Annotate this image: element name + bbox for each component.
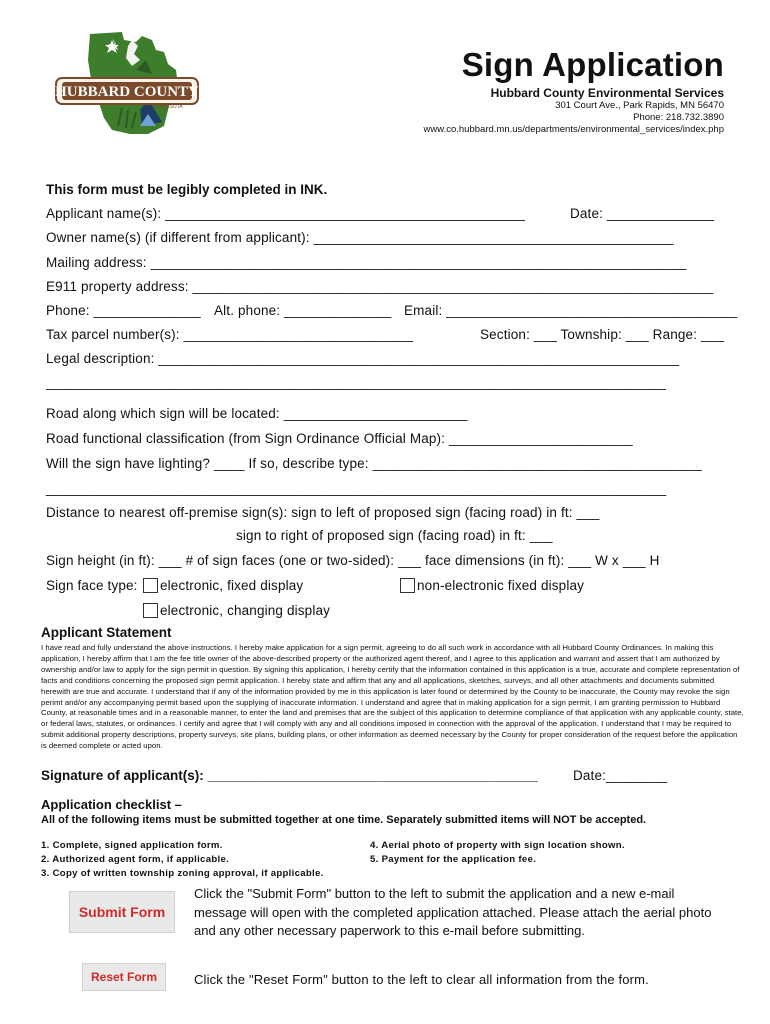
distance-left-field[interactable]: Distance to nearest off-premise sign(s): sign to left of proposed sign (facing road) in ft: ___ xyxy=(46,505,600,520)
signature-field[interactable]: Signature of applicant(s): ____________________________________________ xyxy=(41,768,538,783)
reset-instructions: Click the "Reset Form" button to the left to clear all information from the form. xyxy=(194,972,649,987)
email-field[interactable]: Email: ______________________________________ xyxy=(404,303,738,318)
e911-address-field[interactable]: E911 property address: ____________________________________________________________________ xyxy=(46,279,714,294)
face-option-label: electronic, fixed display xyxy=(160,578,304,593)
owner-name-field[interactable]: Owner name(s) (if different from applicant): _______________________________________________ xyxy=(46,230,674,245)
submit-instructions: Click the "Submit Form" button to the left to submit the application and a new e-mail message will open with the completed application attached. Please attach the aerial photo and any other necessary paperwork to this e-mail before submitting. xyxy=(194,886,712,938)
checklist-heading: Application checklist – xyxy=(41,797,182,812)
department-website[interactable]: www.co.hubbard.mn.us/departments/environmental_services/index.php xyxy=(423,124,724,135)
ink-notice: This form must be legibly completed in INK. xyxy=(46,182,328,197)
reset-form-button[interactable]: Reset Form xyxy=(82,963,166,991)
checkbox[interactable] xyxy=(400,578,415,593)
checklist-subheading: All of the following items must be submitted together at one time. Separately submitted items will NOT be accepted. xyxy=(41,814,647,826)
lighting-field[interactable]: Will the sign have lighting? ____ If so, describe type: ___________________________________________ xyxy=(46,456,702,471)
road-classification-field[interactable]: Road functional classification (from Sign Ordinance Official Map): ________________________ xyxy=(46,431,633,446)
checklist-item: 2. Authorized agent form, if applicable. xyxy=(41,854,230,865)
alt-phone-field[interactable]: Alt. phone: ______________ xyxy=(214,303,392,318)
checklist-item: 1. Complete, signed application form. xyxy=(41,840,223,851)
face-option-electronic-fixed[interactable] xyxy=(143,578,303,593)
face-option-label: electronic, changing display xyxy=(160,603,331,618)
road-location-field[interactable]: Road along which sign will be located: ________________________ xyxy=(46,406,468,421)
lighting-line-2[interactable]: _________________________________________________________________________________ xyxy=(46,481,667,496)
applicant-statement-text: I have read and fully understand the above instructions. I hereby make application for a sign permit, agreeing to do all such work in accordance with all Hubbard County Ordinances. In making this application, I hereby affirm that I am the fee title owner of the above-described property or the authorized agent thereof, and I agree to this application and warrant and assert that I am authorized by ownership and/or law to apply for the sign permit in question. By signing this application, I hereby certify that the information contained in this application is a true, accurate and complete representation of facts and conditions concerning the proposed sign permit application. I hereby state and affirm that any and all applications, sketches, surveys, and all other attachments and documents submitted herewith are true and accurate. I understand that if any of the information provided by me in this application is later found or determined by the County to be inaccurate, the County may revoke the sign perimt and/or any accompanying permit based upon the supplying of inaccurate information. I understand and agree that in making application for a sign permit, I am granting permission to Hubbard County, at reasonable times and in a reasonable manner, to enter the land and premises that are the subject of this application to determine compliance of that application with any applicable county, state, or federal laws, statutes, or ordinances. I certify and agree that I will comply with any and all conditions imposed in connection with the approval of the application. I understand that I may be required to submit additional property descriptions, property surveys, site plans, building plans, or other information as deemed necessary by the County for proper consideration of the request before the application is deemed complete or acted upon. xyxy=(41,643,744,751)
face-option-non-electronic[interactable] xyxy=(400,578,584,593)
section-township-range-field[interactable]: Section: ___ Township: ___ Range: ___ xyxy=(480,327,724,342)
logo-subtext: MINNESOTA xyxy=(153,104,183,110)
applicant-statement-heading: Applicant Statement xyxy=(41,625,172,640)
tax-parcel-field[interactable]: Tax parcel number(s): ______________________________ xyxy=(46,327,414,342)
checkbox[interactable] xyxy=(143,603,158,618)
distance-right-field[interactable]: sign to right of proposed sign (facing road) in ft: ___ xyxy=(236,528,553,543)
legal-description-line-2[interactable]: _________________________________________________________________________________ xyxy=(46,375,667,390)
phone-field[interactable]: Phone: ______________ xyxy=(46,303,201,318)
page-title: Sign Application xyxy=(461,46,724,83)
date-field[interactable]: Date: ______________ xyxy=(570,206,715,221)
applicant-name-field[interactable]: Applicant name(s): _______________________________________________ xyxy=(46,206,526,221)
checklist-item: 3. Copy of written township zoning approval, if applicable. xyxy=(41,868,324,879)
face-option-label: non-electronic fixed display xyxy=(417,578,585,593)
sign-dimensions-field[interactable]: Sign height (in ft): ___ # of sign faces (one or two-sided): ___ face dimensions (in ft): ___ W x ___ H xyxy=(46,553,660,568)
checklist-item: 5. Payment for the application fee. xyxy=(370,854,537,865)
submit-form-button[interactable]: Submit Form xyxy=(69,891,175,933)
face-type-label: Sign face type: xyxy=(46,578,138,593)
department-phone: Phone: 218.732.3890 xyxy=(633,112,724,123)
signature-date-field[interactable]: Date:________ xyxy=(573,768,668,783)
department-address: 301 Court Ave., Park Rapids, MN 56470 xyxy=(555,100,724,111)
legal-description-field[interactable]: Legal description: ____________________________________________________________________ xyxy=(46,351,680,366)
face-option-electronic-changing[interactable] xyxy=(143,603,330,618)
mailing-address-field[interactable]: Mailing address: ______________________________________________________________________ xyxy=(46,255,687,270)
checkbox[interactable] xyxy=(143,578,158,593)
logo-text: HUBBARD COUNTY xyxy=(55,84,199,100)
department-name: Hubbard County Environmental Services xyxy=(490,86,724,100)
checklist-item: 4. Aerial photo of property with sign location shown. xyxy=(370,840,625,851)
hubbard-county-logo xyxy=(52,30,202,140)
